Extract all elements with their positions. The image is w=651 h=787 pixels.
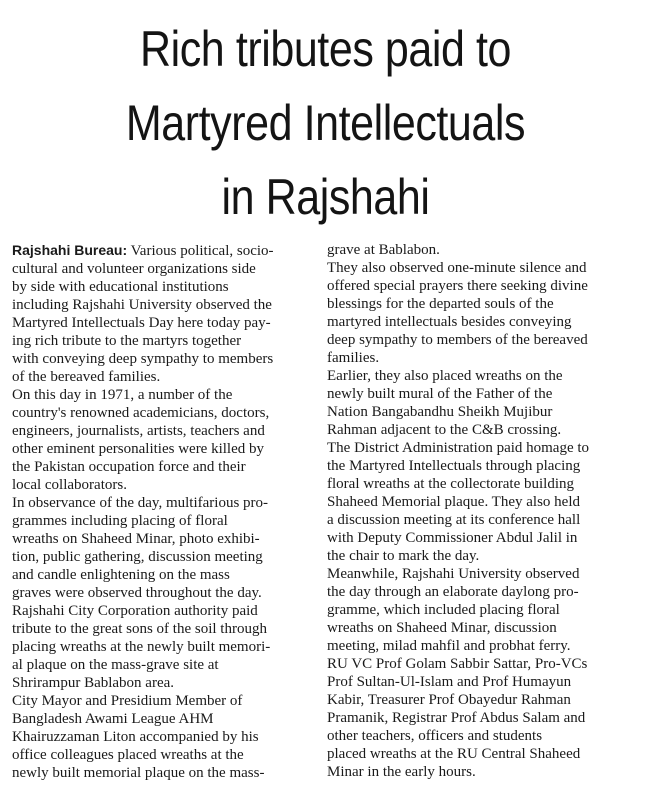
article-line: by side with educational institutions [12, 279, 229, 295]
article-line: the day through an elaborate daylong pro- [327, 584, 579, 600]
article-line: ing rich tribute to the martyrs together [12, 333, 242, 349]
article-line: Bangladesh Awami League AHM [12, 711, 214, 727]
article-line: offered special prayers there seeking divine [327, 278, 588, 294]
article-line: martyred intellectuals besides conveying [327, 314, 572, 330]
article-line: Shrirampur Bablabon area. [12, 675, 175, 691]
article-line: including Rajshahi University observed the [12, 297, 272, 313]
article-line: RU VC Prof Golam Sabbir Sattar, Pro-VCs [327, 656, 588, 672]
article-line: graves were observed throughout the day. [12, 585, 262, 601]
article-line: The District Administration paid homage to [327, 440, 590, 456]
article-line: and candle enlightening on the mass [12, 567, 230, 583]
article-line: grave at Bablabon. [327, 242, 440, 258]
article-line: placing wreaths at the newly built memori- [12, 639, 271, 655]
article-line: gramme, which included placing floral [327, 602, 560, 618]
headline-line: in Rajshahi [221, 169, 430, 225]
article-line: In observance of the day, multifarious pro- [12, 495, 269, 511]
headline-line: Martyred Intellectuals [125, 95, 526, 151]
article-line: other eminent personalities were killed by [12, 441, 265, 457]
article-line: engineers, journalists, artists, teachers and [12, 423, 265, 439]
article-line: Prof Sultan-Ul-Islam and Prof Humayun [327, 674, 572, 690]
article-line: placed wreaths at the RU Central Shaheed [327, 746, 581, 762]
article-line: On this day in 1971, a number of the [12, 387, 233, 403]
article-line: Kabir, Treasurer Prof Obayedur Rahman [327, 692, 571, 708]
article-line: families. [327, 350, 380, 366]
article-line: tribute to the great sons of the soil through [12, 621, 267, 637]
article-line: wreaths on Shaheed Minar, photo exhibi- [12, 531, 260, 547]
article-line: Earlier, they also placed wreaths on the [327, 368, 563, 384]
article-line: country's renowned academicians, doctors, [12, 405, 270, 421]
article-column-right [327, 241, 642, 781]
article-line: cultural and volunteer organizations side [12, 261, 256, 277]
article-line: Meanwhile, Rajshahi University observed [327, 566, 580, 582]
article-line: floral wreaths at the collectorate building [327, 476, 574, 492]
article-line: Shaheed Memorial plaque. They also held [327, 494, 580, 510]
article-line: newly built mural of the Father of the [327, 386, 553, 402]
article-line: with conveying deep sympathy to members [12, 351, 274, 367]
article-line: the Martyred Intellectuals through placing [327, 458, 581, 474]
article-line: wreaths on Shaheed Minar, discussion [327, 620, 557, 636]
headline [46, 12, 606, 234]
article-line: Rahman adjacent to the C&B crossing. [327, 422, 562, 438]
article-line: newly built memorial plaque on the mass- [12, 765, 265, 781]
article-line: Khairuzzaman Liton accompanied by his [12, 729, 259, 745]
article-line: blessings for the departed souls of the [327, 296, 554, 312]
headline-line: Rich tributes paid to [139, 21, 512, 77]
article-column-left [12, 241, 312, 782]
article-line: Martyred Intellectuals Day here today pay- [12, 315, 271, 331]
article-line: City Mayor and Presidium Member of [12, 693, 243, 709]
article-line: Minar in the early hours. [327, 764, 476, 780]
article-line: Nation Bangabandhu Sheikh Mujibur [327, 404, 553, 420]
article-line: al plaque on the mass-grave site at [12, 657, 219, 673]
article-line: office colleagues placed wreaths at the [12, 747, 244, 763]
article-line: local collaborators. [12, 477, 127, 493]
article-line: other teachers, officers and students [327, 728, 543, 744]
article-line: a discussion meeting at its conference hall [327, 512, 581, 528]
byline: Rajshahi Bureau: [12, 242, 128, 258]
article-line: Pramanik, Registrar Prof Abdus Salam and [327, 710, 586, 726]
article-line: with Deputy Commissioner Abdul Jalil in [327, 530, 578, 546]
article-line: They also observed one-minute silence and [327, 260, 587, 276]
article-line: the chair to mark the day. [327, 548, 480, 564]
article-line: tion, public gathering, discussion meeting [12, 549, 263, 565]
article-line: Rajshahi City Corporation authority paid [12, 603, 258, 619]
article-line [12, 241, 312, 260]
article-line: of the bereaved families. [12, 369, 161, 385]
article-line: deep sympathy to members of the bereaved [327, 332, 588, 348]
article-line: meeting, milad mahfil and probhat ferry. [327, 638, 571, 654]
article-line-text: Various political, socio- [130, 243, 274, 259]
article-line: the Pakistan occupation force and their [12, 459, 246, 475]
article-line: grammes including placing of floral [12, 513, 228, 529]
